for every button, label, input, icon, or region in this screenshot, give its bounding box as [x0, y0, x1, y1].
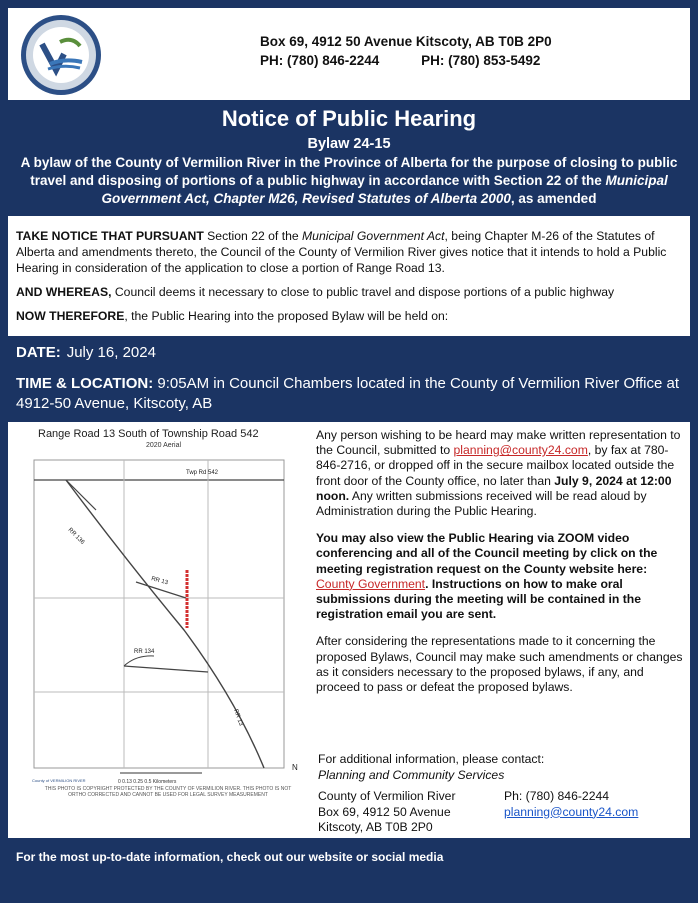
- header-address: Box 69, 4912 50 Avenue Kitscoty, AB T0B 2P0: [260, 34, 552, 49]
- notice-paragraph-2: AND WHEREAS, Council deems it necessary to close to public travel and dispose portions of a public highway: [16, 285, 615, 299]
- map-label-twp: Twp Rd 542: [186, 470, 219, 476]
- contact-org: County of Vermilion River: [318, 789, 456, 803]
- contact-intro: For additional information, please contact:: [318, 752, 545, 766]
- footer-text: For the most up-to-date information, check out our website or social media: [16, 850, 444, 864]
- map-label-rr13: RR 13: [150, 576, 169, 587]
- notice-body: [8, 216, 690, 336]
- map-copyright: THIS PHOTO IS COPYRIGHT PROTECTED BY THE COUNTY OF VERMILION RIVER. THIS PHOTO IS NOT ORTHO CORRECTED AND CANNOT BE USED FOR LEGAL SURVEY MEASUREMENT: [44, 786, 292, 798]
- submission-info: [316, 428, 686, 707]
- submission-paragraph: Any person wishing to be heard may make written representation to the Council, submitted to planning@county24.com, by fax at 780-846-2716, or dropped off in the secure mailbox located outside the front door of the County office, no later than July 9, 2024 at 12:00 noon. Any written submissions received will be read aloud by Administration during the Public Hearing.: [316, 428, 681, 519]
- notice-paragraph-3: NOW THEREFORE, the Public Hearing into the proposed Bylaw will be held on:: [16, 309, 449, 323]
- contact-address-2: Kitscoty, AB T0B 2P0: [318, 820, 433, 834]
- title-area: [8, 104, 690, 212]
- hearing-date: DATE: July 16, 2024: [16, 344, 156, 361]
- page-title: Notice of Public Hearing: [221, 106, 477, 131]
- north-arrow-icon: N: [292, 763, 298, 772]
- contact-phone: Ph: (780) 846-2244: [504, 789, 610, 803]
- location-map: [8, 422, 304, 838]
- map-county-mark: County of VERMILION RIVER: [32, 778, 86, 783]
- contact-info: [318, 752, 688, 837]
- map-scale-text: 0 0.13 0.25 0.5 Kilometers: [118, 779, 177, 785]
- planning-email-link[interactable]: planning@county24.com: [453, 443, 588, 458]
- contact-address-1: Box 69, 4912 50 Avenue: [318, 804, 451, 819]
- map-title: Range Road 13 South of Township Road 542: [38, 428, 259, 440]
- contact-department: Planning and Community Services: [318, 767, 505, 782]
- map-label-rr136: RR 136: [66, 527, 86, 546]
- header-phone-1: PH: (780) 846-2244: [260, 53, 380, 68]
- contact-email-link[interactable]: planning@county24.com: [504, 804, 639, 819]
- county-government-link[interactable]: County Government: [316, 576, 426, 591]
- header-contact: [260, 32, 680, 70]
- header: [8, 8, 690, 100]
- bylaw-description: A bylaw of the County of Vermilion River in the Province of Alberta for the purpose of closing to public travel and disposing of portions of a public highway in accordance with Section 22 of the Municipal Government Act, Chapter M26, Revised Statutes of Alberta 2000, as amended: [20, 155, 678, 206]
- map-label-rr13-south: RR 13: [232, 708, 244, 727]
- details-panel: [8, 422, 690, 838]
- council-paragraph: After considering the representations made to it concerning the proposed Bylaws, Council may make such amendments or changes as it considers necessary to the proposed bylaws, if any, and proceed to pass or defeat the proposed bylaws.: [316, 634, 683, 695]
- map-subtitle: 2020 Aerial: [146, 442, 182, 449]
- zoom-paragraph: You may also view the Public Hearing via ZOOM video conferencing and all of the Council meeting by click on the meeting registration request on the County website here: County Government. Instructions on how to make oral submissions during the meeting will be contained in the registration email you are sent.: [316, 531, 658, 622]
- hearing-time-location: TIME & LOCATION: 9:05AM in Council Chambers located in the County of Vermilion River Office at 4912-50 Avenue, Kitscoty, AB: [16, 375, 680, 412]
- notice-paragraph-1: TAKE NOTICE THAT PURSUANT Section 22 of the Municipal Government Act, being Chapter M-26 of the Statutes of Alberta and amendments thereto, the Council of the County of Vermilion River gives notice that it intends to hold a Public Hearing in consideration of the application to close a portion of Range Road 13.: [16, 229, 667, 275]
- map-graphic: [26, 450, 298, 790]
- logo-emblem-icon: [20, 14, 102, 96]
- map-label-rr134: RR 134: [134, 649, 155, 655]
- header-phone-2: PH: (780) 853-5492: [421, 53, 541, 68]
- bylaw-number: Bylaw 24-15: [307, 136, 391, 152]
- county-logo: [20, 14, 102, 96]
